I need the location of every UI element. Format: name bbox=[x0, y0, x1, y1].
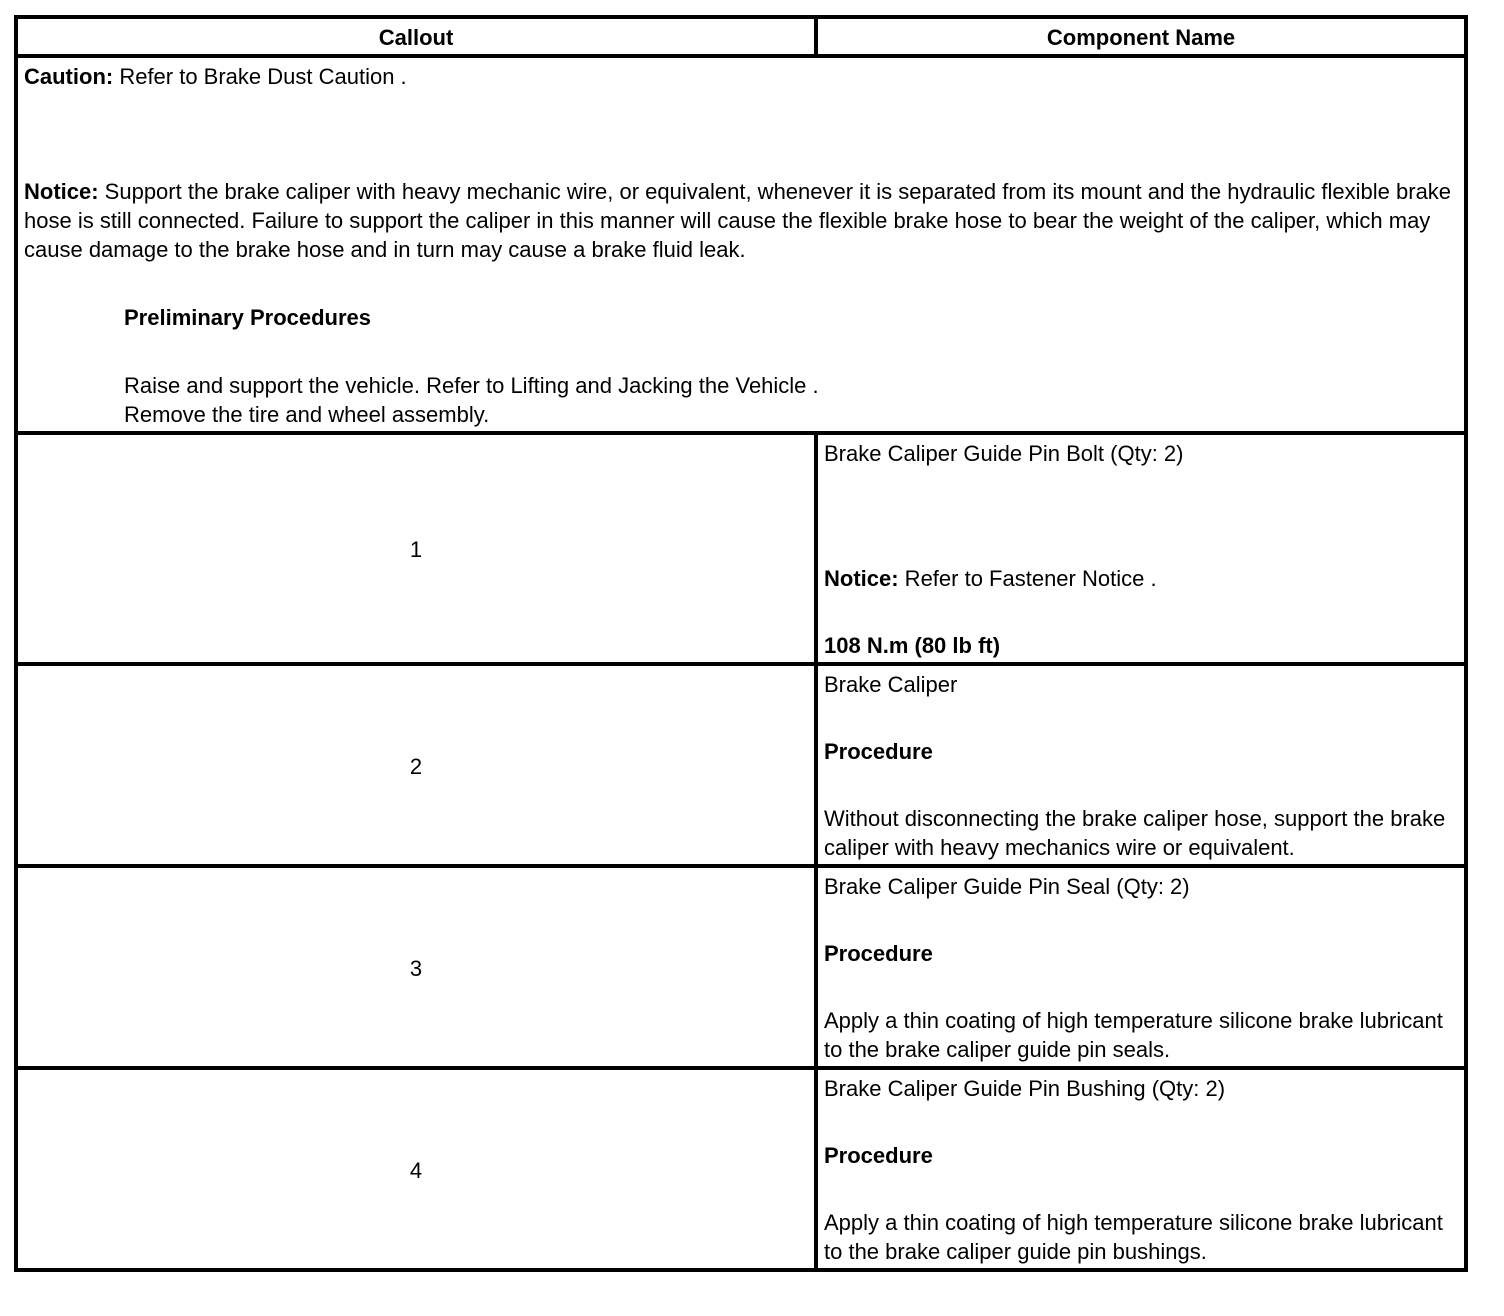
torque-spec: 108 N.m (80 lb ft) bbox=[824, 633, 1001, 658]
procedure-text: Apply a thin coating of high temperature silicone brake lubricant to the brake caliper guide pin seals. bbox=[824, 1008, 1443, 1062]
callout-number: 1 bbox=[16, 433, 816, 664]
component-cell bbox=[816, 1068, 1466, 1270]
component-table bbox=[14, 15, 1468, 1272]
caution-label: Caution: bbox=[24, 64, 114, 89]
table-row bbox=[16, 433, 1466, 664]
component-name: Brake Caliper bbox=[824, 672, 958, 697]
table-row bbox=[16, 1068, 1466, 1270]
notice-label: Notice: bbox=[24, 179, 99, 204]
prelim-step-2: Remove the tire and wheel assembly. bbox=[124, 402, 490, 427]
callout-number: 4 bbox=[16, 1068, 816, 1270]
table-row bbox=[16, 664, 1466, 866]
component-cell bbox=[816, 433, 1466, 664]
procedure-label: Procedure bbox=[824, 739, 933, 764]
component-name: Brake Caliper Guide Pin Seal (Qty: 2) bbox=[824, 874, 1190, 899]
caution-text: Refer to Brake Dust Caution . bbox=[113, 64, 407, 89]
caution-line bbox=[24, 62, 1458, 91]
callout-number: 2 bbox=[16, 664, 816, 866]
component-cell bbox=[816, 866, 1466, 1068]
callout-number: 3 bbox=[16, 866, 816, 1068]
component-name: Brake Caliper Guide Pin Bushing (Qty: 2) bbox=[824, 1076, 1226, 1101]
fastener-notice bbox=[824, 564, 1458, 593]
notice-label: Notice: bbox=[824, 566, 899, 591]
component-name-header: Component Name bbox=[816, 17, 1466, 56]
component-cell bbox=[816, 664, 1466, 866]
notice-paragraph bbox=[24, 177, 1458, 264]
notice-text: Refer to Fastener Notice . bbox=[898, 566, 1157, 591]
procedure-text: Apply a thin coating of high temperature silicone brake lubricant to the brake caliper guide pin bushings. bbox=[824, 1210, 1443, 1264]
procedure-label: Procedure bbox=[824, 1143, 933, 1168]
notice-text: Support the brake caliper with heavy mechanic wire, or equivalent, whenever it is separated from its mount and the hydraulic flexible brake hose is still connected. Failure to support the caliper in this manner will cause the flexible brake hose to bear the weight of the caliper, which may cause damage to the brake hose and in turn may cause a brake fluid leak. bbox=[24, 179, 1452, 262]
intro-row bbox=[16, 56, 1466, 433]
prelim-heading: Preliminary Procedures bbox=[124, 305, 372, 330]
component-name: Brake Caliper Guide Pin Bolt (Qty: 2) bbox=[824, 441, 1184, 466]
intro-cell bbox=[16, 56, 1466, 433]
table-row bbox=[16, 866, 1466, 1068]
procedure-label: Procedure bbox=[824, 941, 933, 966]
callout-header: Callout bbox=[16, 17, 816, 56]
header-row bbox=[16, 17, 1466, 56]
prelim-step-1: Raise and support the vehicle. Refer to Lifting and Jacking the Vehicle . bbox=[124, 373, 819, 398]
procedure-text: Without disconnecting the brake caliper hose, support the brake caliper with heavy mechanics wire or equivalent. bbox=[824, 806, 1446, 860]
